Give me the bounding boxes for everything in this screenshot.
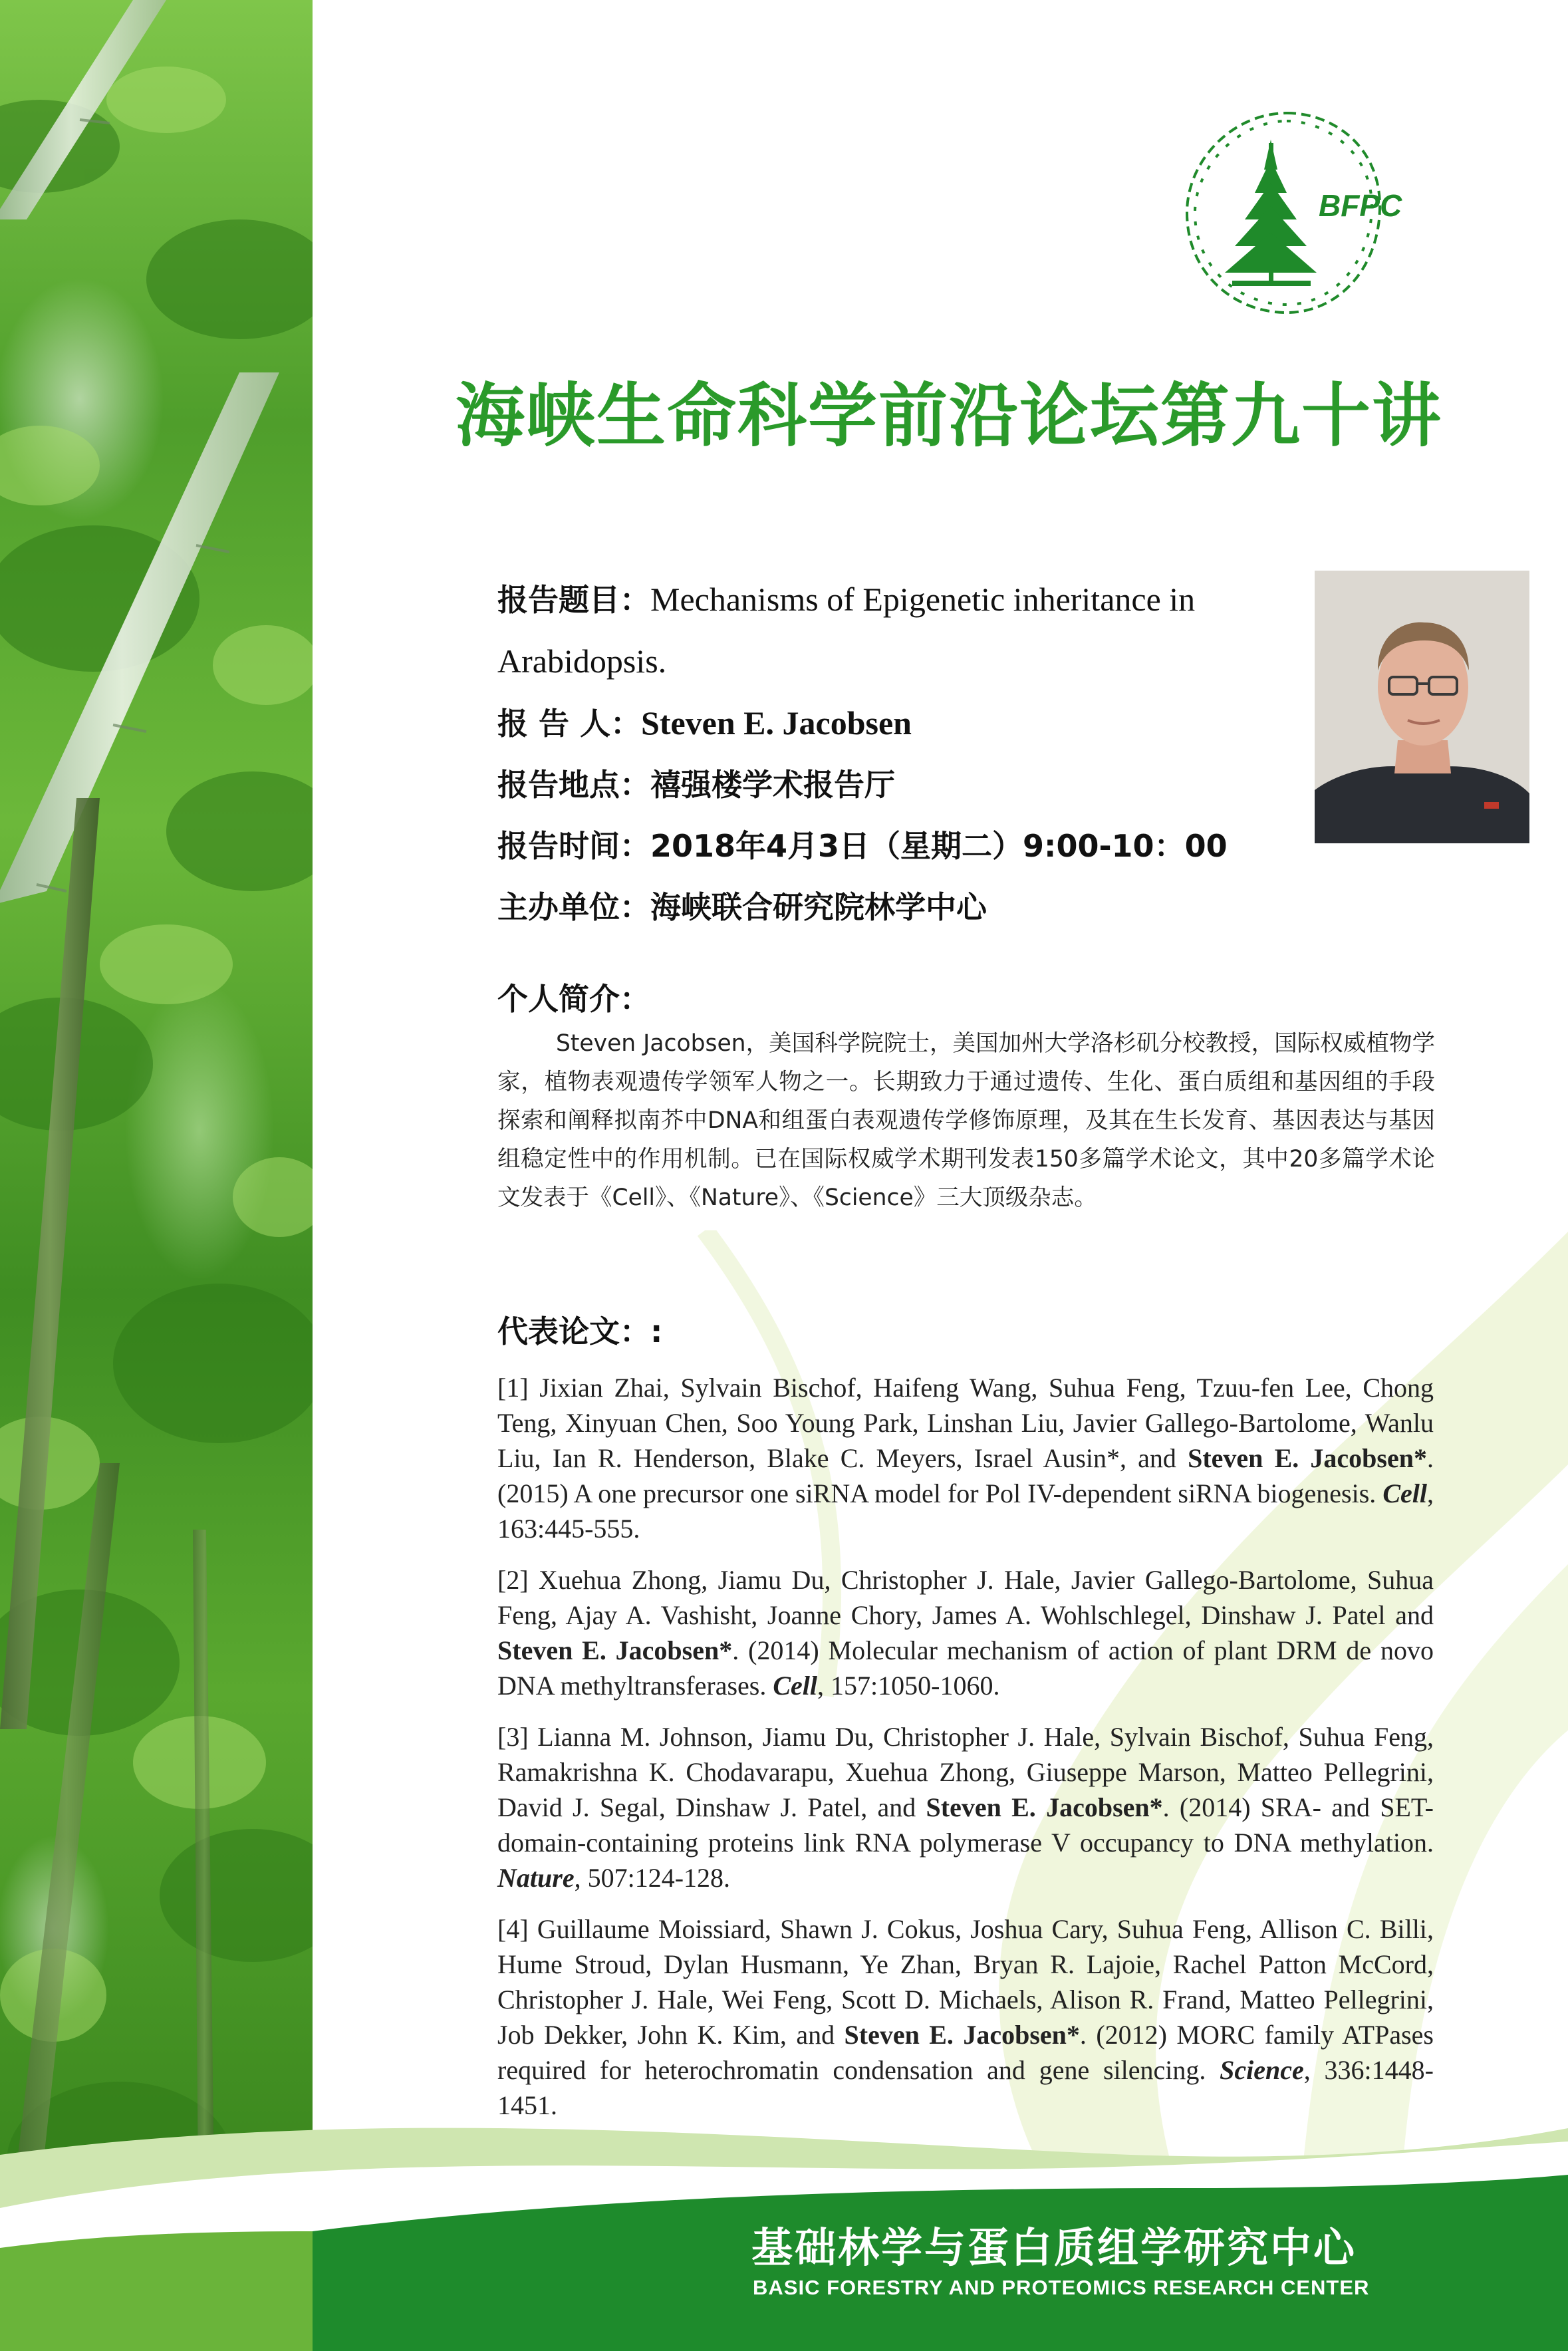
speaker-photo [1315,571,1529,843]
venue-label: 报告地点： [497,767,650,803]
paper-item [497,1562,1434,1703]
time-row [497,815,1275,877]
paper-item [497,1911,1434,2123]
time-value: 2018年4月3日（星期二）9:00-10：00 [650,828,1228,864]
papers-list [497,1370,1434,2139]
paper-journal: Nature [497,1863,575,1893]
topic-label: 报告题目： [497,582,650,618]
papers-heading: 代表论文：: [497,1314,663,1349]
bio-text: Steven Jacobsen，美国科学院院士，美国加州大学洛杉矶分校教授，国际权威植物学家，植物表观遗传学领军人物之一。长期致力于通过遗传、生化、蛋白质组和基因组的手段探索和阐释拟南芥中DNA和组蛋白表观遗传学修饰原理，及其在生长发育、基因表达与基因组稳定性中的作用机制。已在国际权威学术期刊发表150多篇学术论文，其中20多篇学术论文发表于《Cell》、《Nature》、《Science》三大顶级杂志。 [497,1030,1435,1211]
paper-title: . (2012) MORC family ATPases required for heterochromatin condensation and gene silencing. [497,2020,1434,2085]
venue-value: 禧强楼学术报告厅 [650,767,895,803]
venue-row [497,754,1275,815]
page-title: 海峡生命科学前沿论坛第九十讲 [456,375,1443,456]
paper-authors: [4] Guillaume Moissiard, Shawn J. Cokus, Joshua Cary, Suhua Feng, Allison C. Billi, Hume Stroud, Dylan Husmann, Ye Zhan, Bryan R. Lajoie, Rachel Patton McCord, Christopher J. Hale, Wei Feng, Scott D. Michaels, Alison R. Frand, Matteo Pellegrini, Job Dekker, John K. Kim, and [497,1914,1434,2050]
paper-citation: , 336:1448-1451. [497,2055,1434,2120]
bamboo-stalks-graphic [0,0,313,2351]
paper-title: . (2015) A one precursor one siRNA model for Pol IV-dependent siRNA biogenesis. [497,1443,1434,1508]
talk-info [497,569,1275,938]
host-label: 主办单位： [497,889,650,925]
time-label: 报告时间： [497,828,650,864]
paper-authors: [2] Xuehua Zhong, Jiamu Du, Christopher J. Hale, Javier Gallego-Bartolome, Suhua Feng, Ajay A. Vashisht, Joanne Chory, James A. Wohlschlegel, Dinshaw J. Patel and [497,1565,1434,1630]
paper-journal: Cell [773,1671,818,1701]
host-value: 海峡联合研究院林学中心 [650,889,987,925]
speaker-value: Steven E. Jacobsen [641,704,912,742]
tree-dna-icon [1225,140,1317,286]
logo-text: BFPC [1319,188,1402,223]
speaker-label: 报 告 人： [497,706,642,742]
paper-highlight-author: Steven E. Jacobsen* [497,1635,733,1665]
footer-center-name-cn: 基础林学与蛋白质组学研究中心 [751,2223,1357,2272]
topic-value-line2: Arabidopsis. [497,642,667,680]
speaker-row [497,692,1275,754]
paper-authors: [1] Jixian Zhai, Sylvain Bischof, Haifeng Wang, Suhua Feng, Tzuu-fen Lee, Chong Teng, Xinyuan Chen, Soo Young Park, Linshan Liu, Javier Gallego-Bartolome, Wanlu Liu, Ian R. Henderson, Blake C. Meyers, Israel Ausin*, and [497,1373,1434,1473]
paper-title: . (2014) SRA- and SET-domain-containing proteins link RNA polymerase V occupancy to DNA methylation. [497,1792,1434,1858]
paper-authors: [3] Lianna M. Johnson, Jiamu Du, Christopher J. Hale, Sylvain Bischof, Suhua Feng, Ramakrishna K. Chodavarapu, Xuehua Zhong, Giuseppe Marson, Matteo Pellegrini, David J. Segal, Dinshaw J. Patel, and [497,1722,1434,1822]
paper-citation: , 157:1050-1060. [817,1671,1000,1701]
footer-center-name-en: BASIC FORESTRY AND PROTEOMICS RESEARCH CENTER [753,2276,1370,2299]
paper-item [497,1719,1434,1895]
topic-row-2 [497,630,1275,692]
paper-highlight-author: Steven E. Jacobsen* [1188,1443,1427,1473]
paper-journal: Cell [1382,1478,1427,1508]
bfpc-logo [1160,106,1413,326]
paper-citation: , 163:445-555. [497,1478,1434,1544]
paper-highlight-author: Steven E. Jacobsen* [926,1792,1163,1822]
paper-journal: Science [1220,2055,1304,2085]
topic-row [497,569,1275,630]
topic-value-line1: Mechanisms of Epigenetic inheritance in [650,581,1196,618]
bio-heading: 个人简介： [497,981,650,1017]
paper-title: . (2014) Molecular mechanism of action of plant DRM de novo DNA methyltransferases. [497,1635,1434,1701]
paper-citation: , 507:124-128. [574,1863,731,1893]
paper-highlight-author: Steven E. Jacobsen* [844,2020,1080,2050]
bamboo-photo [0,0,313,2351]
host-row [497,877,1275,938]
speaker-portrait-graphic [1315,571,1529,843]
paper-item [497,1370,1434,1546]
